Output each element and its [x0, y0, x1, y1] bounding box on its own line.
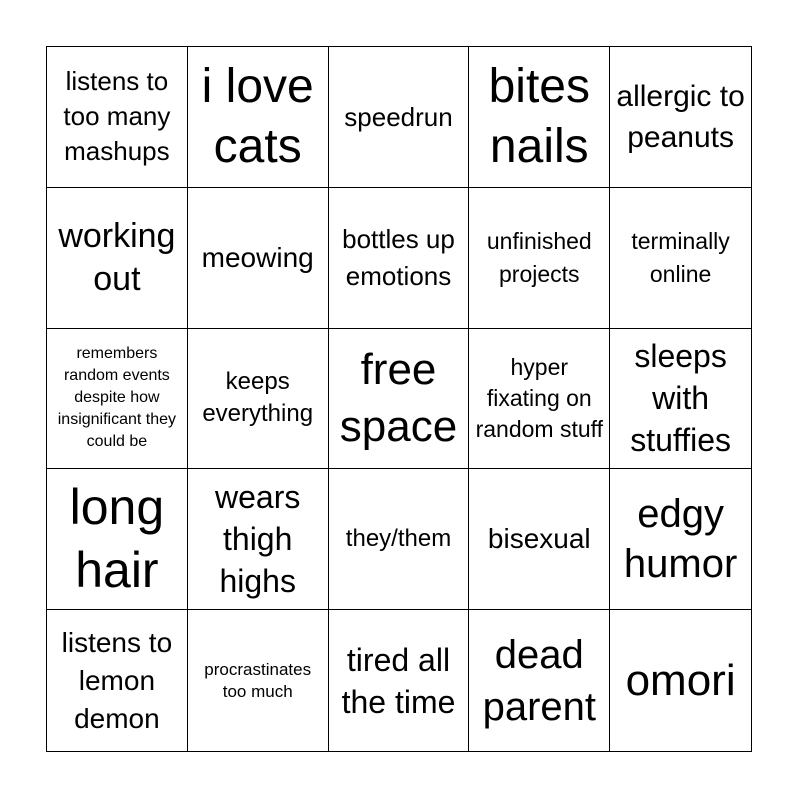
bingo-cell[interactable]	[469, 47, 610, 188]
bingo-cell[interactable]	[469, 610, 610, 751]
bingo-cell[interactable]	[610, 188, 751, 329]
bingo-cell-label: omori	[625, 656, 736, 706]
bingo-cell-label: long hair	[69, 479, 165, 599]
bingo-cell-label: edgy humor	[623, 492, 738, 587]
bingo-cell-label: tired all the time	[341, 641, 456, 720]
bingo-board	[46, 46, 752, 752]
bingo-cell-label: procrastinates too much	[204, 659, 312, 701]
bingo-cell[interactable]	[329, 329, 470, 470]
bingo-cell-label: listens to too many mashups	[63, 66, 171, 167]
bingo-cell[interactable]	[329, 610, 470, 751]
bingo-cell[interactable]	[47, 610, 188, 751]
bingo-cell[interactable]	[188, 469, 329, 610]
bingo-cell-label: keeps everything	[202, 368, 314, 428]
bingo-cell[interactable]	[188, 188, 329, 329]
bingo-cell-label: sleeps with stuffies	[630, 338, 731, 459]
bingo-cell-label: hyper fixating on random stuff	[475, 353, 603, 442]
bingo-cell[interactable]	[188, 610, 329, 751]
bingo-cell-label: wears thigh highs	[215, 479, 301, 600]
bingo-cell-label: free space	[339, 345, 458, 452]
bingo-cell-label: working out	[58, 216, 176, 298]
bingo-cell[interactable]	[188, 329, 329, 470]
bingo-cell-label: terminally online	[631, 227, 730, 287]
bingo-cell[interactable]	[188, 47, 329, 188]
bingo-cell-label: unfinished projects	[486, 227, 592, 287]
bingo-cell-label: i love cats	[201, 59, 314, 173]
bingo-cell-label: speedrun	[344, 101, 453, 132]
bingo-cell[interactable]	[47, 188, 188, 329]
bingo-cell[interactable]	[329, 188, 470, 329]
bingo-cell[interactable]	[47, 47, 188, 188]
bingo-cell-label: bites nails	[488, 59, 590, 173]
bingo-cell[interactable]	[469, 469, 610, 610]
bingo-cell-label: bottles up emotions	[342, 223, 455, 291]
bingo-cell[interactable]	[329, 47, 470, 188]
bingo-cell-label: meowing	[201, 241, 314, 273]
bingo-cell-label: bisexual	[487, 523, 591, 555]
bingo-cell[interactable]	[610, 610, 751, 751]
bingo-cell-label: dead parent	[482, 632, 596, 729]
bingo-cell[interactable]	[610, 329, 751, 470]
bingo-cell[interactable]	[610, 469, 751, 610]
bingo-cell-label: allergic to peanuts	[616, 79, 745, 154]
bingo-cell-label: listens to lemon demon	[61, 626, 173, 734]
bingo-cell[interactable]	[469, 329, 610, 470]
bingo-cell-label: they/them	[345, 525, 452, 553]
bingo-cell[interactable]	[329, 469, 470, 610]
bingo-cell-label: remembers random events despite how insignificant they could be	[57, 345, 177, 451]
bingo-cell[interactable]	[47, 469, 188, 610]
bingo-cell[interactable]	[610, 47, 751, 188]
bingo-cell[interactable]	[469, 188, 610, 329]
bingo-cell[interactable]	[47, 329, 188, 470]
